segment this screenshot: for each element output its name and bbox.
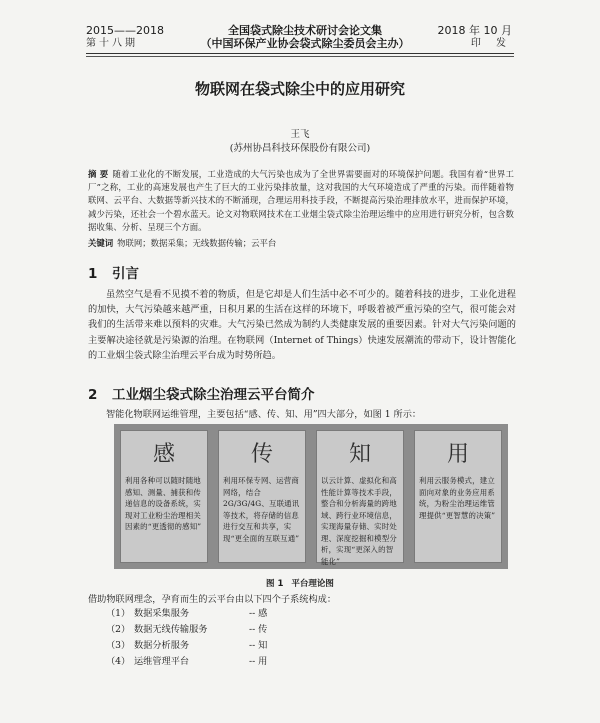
header-issue: 第十八期 (86, 38, 138, 49)
abstract-label: 摘 要 (88, 169, 109, 179)
section-2-title: 工业烟尘袋式除尘治理云平台简介 (112, 387, 315, 403)
section-2-paragraph: 借助物联网理念，孕育而生的云平台由以下四个子系统构成： (88, 594, 337, 605)
section-2-heading (88, 383, 315, 403)
list-item-number: （3） (106, 640, 131, 651)
abstract-text: 随着工业化的不断发展，工业造成的大气污染也成为了全世界需要面对的环境保护问题。我国有着“世界工厂”之称，工业的高速发展也产生了巨大的工业污染排放量，这对我国的大气环境造成了严重的污染。而伴随着物联网、云平台、大数据等新兴技术的不断涌现，合理运用科技手段，不断提高污染治理排放水平，进而保护环境，减少污染，还社会一个碧水蓝天。论文对物联网技术在工业烟尘袋式除尘治理运维中的应用进行研究分析，包含数据收集、分析、呈现三个方面。 (88, 169, 515, 232)
header-printed: 印 发 (470, 38, 512, 49)
section-1-heading (88, 262, 139, 282)
panel-char: 知 (348, 442, 371, 467)
list-item-mapping: -- 传 (249, 624, 268, 635)
panel-text: 利用云服务模式，建立面向对象的业务应用系统，为粉尘治理运维管理提供“更智慧的决策” (419, 476, 496, 520)
keywords-label: 关键词 (88, 238, 114, 248)
list-item-label: 数据分析服务 (134, 640, 190, 651)
section-1-title: 引言 (112, 266, 139, 282)
list-item-number: （4） (106, 656, 131, 667)
running-header-left (86, 24, 164, 50)
list-item-label: 数据无线传输服务 (134, 624, 208, 635)
list-item-mapping: -- 用 (249, 656, 268, 667)
panel-text: 以云计算、虚拟化和高性能计算等技术手段，整合和分析海量的跨地域、跨行业环境信息，实现海量存储、实时处理、深度挖掘和模型分析，实现“更深入的智能化” (321, 476, 397, 566)
list-item-number: （1） (106, 608, 131, 619)
panel-text: 利用各种可以随时随地感知、测量、捕获和传递信息的设备系统，实现对工业粉尘治理相关因素的“更透彻的感知” (125, 476, 202, 531)
figure-caption-text: 平台理论图 (291, 579, 334, 589)
panel-char: 传 (250, 442, 273, 467)
author-affiliation: (苏州协昌科技环保股份有限公司) (229, 143, 371, 154)
running-header-right (438, 24, 512, 50)
keywords (88, 237, 518, 249)
list-item-mapping: -- 知 (249, 640, 268, 651)
list-item-number: （2） (106, 624, 131, 635)
figure-panel-use (414, 430, 502, 563)
section-2-number: 2 (88, 387, 98, 403)
panel-char: 用 (446, 442, 469, 467)
figure-panel-transmit (218, 430, 306, 563)
running-header-center (180, 24, 430, 50)
header-rule-thin (86, 56, 514, 57)
header-proceedings-title: 全国袋式除尘技术研讨会论文集 (228, 24, 382, 37)
subsystem-list (106, 606, 406, 670)
keywords-text: 物联网；数据采集；无线数据传输；云平台 (117, 238, 277, 248)
header-rule-thick (86, 53, 514, 54)
header-year-range: 2015——2018 (86, 24, 164, 37)
figure-caption-number: 图 1 (266, 579, 284, 589)
list-item (106, 654, 406, 670)
figure-1-caption (0, 577, 600, 589)
figure-1 (114, 424, 508, 569)
figure-panel-sense (120, 430, 208, 563)
header-organizer: （中国环保产业协会袋式除尘委员会主办） (200, 37, 410, 50)
section-2-intro: 智能化物联网运维管理，主要包括“感、传、知、用”四大部分，如图 1 所示： (106, 409, 422, 420)
paper-title: 物联网在袋式除尘中的应用研究 (194, 80, 405, 98)
panel-char: 感 (152, 442, 175, 467)
figure-panel-know (316, 430, 404, 566)
list-item (106, 622, 406, 638)
list-item (106, 606, 406, 622)
section-1-paragraph: 虽然空气是看不见摸不着的物质，但是它却是人们生活中必不可少的。随着科技的进步，工业化进程的加快，大气污染越来越严重，日积月累的生活在这样的环境下，呼吸着被严重污染的空气，很可能会对我们的生活带来难以预料的灾难。大气污染已然成为制约人类健康发展的重要因素。针对大气污染问题的主要解决途径就是污染源的治理。在物联网（Internet of Things）快速发展潮流的带动下，设计智能化的工业烟尘袋式除尘治理云平台成为时势所趋。 (88, 289, 516, 361)
list-item-label: 数据采集服务 (134, 608, 190, 619)
list-item-label: 运维管理平台 (134, 656, 190, 667)
panel-text: 利用环保专网、运营商网络，结合2G/3G/4G、互联通讯等技术，将存储的信息进行交互和共享，实现“更全面的互联互通” (223, 476, 300, 543)
section-1-number: 1 (88, 266, 98, 282)
list-item-mapping: -- 感 (249, 608, 268, 619)
list-item (106, 638, 406, 654)
header-date: 2018 年 10 月 (437, 24, 512, 37)
author-name: 王飞 (290, 129, 310, 140)
abstract (88, 168, 514, 234)
